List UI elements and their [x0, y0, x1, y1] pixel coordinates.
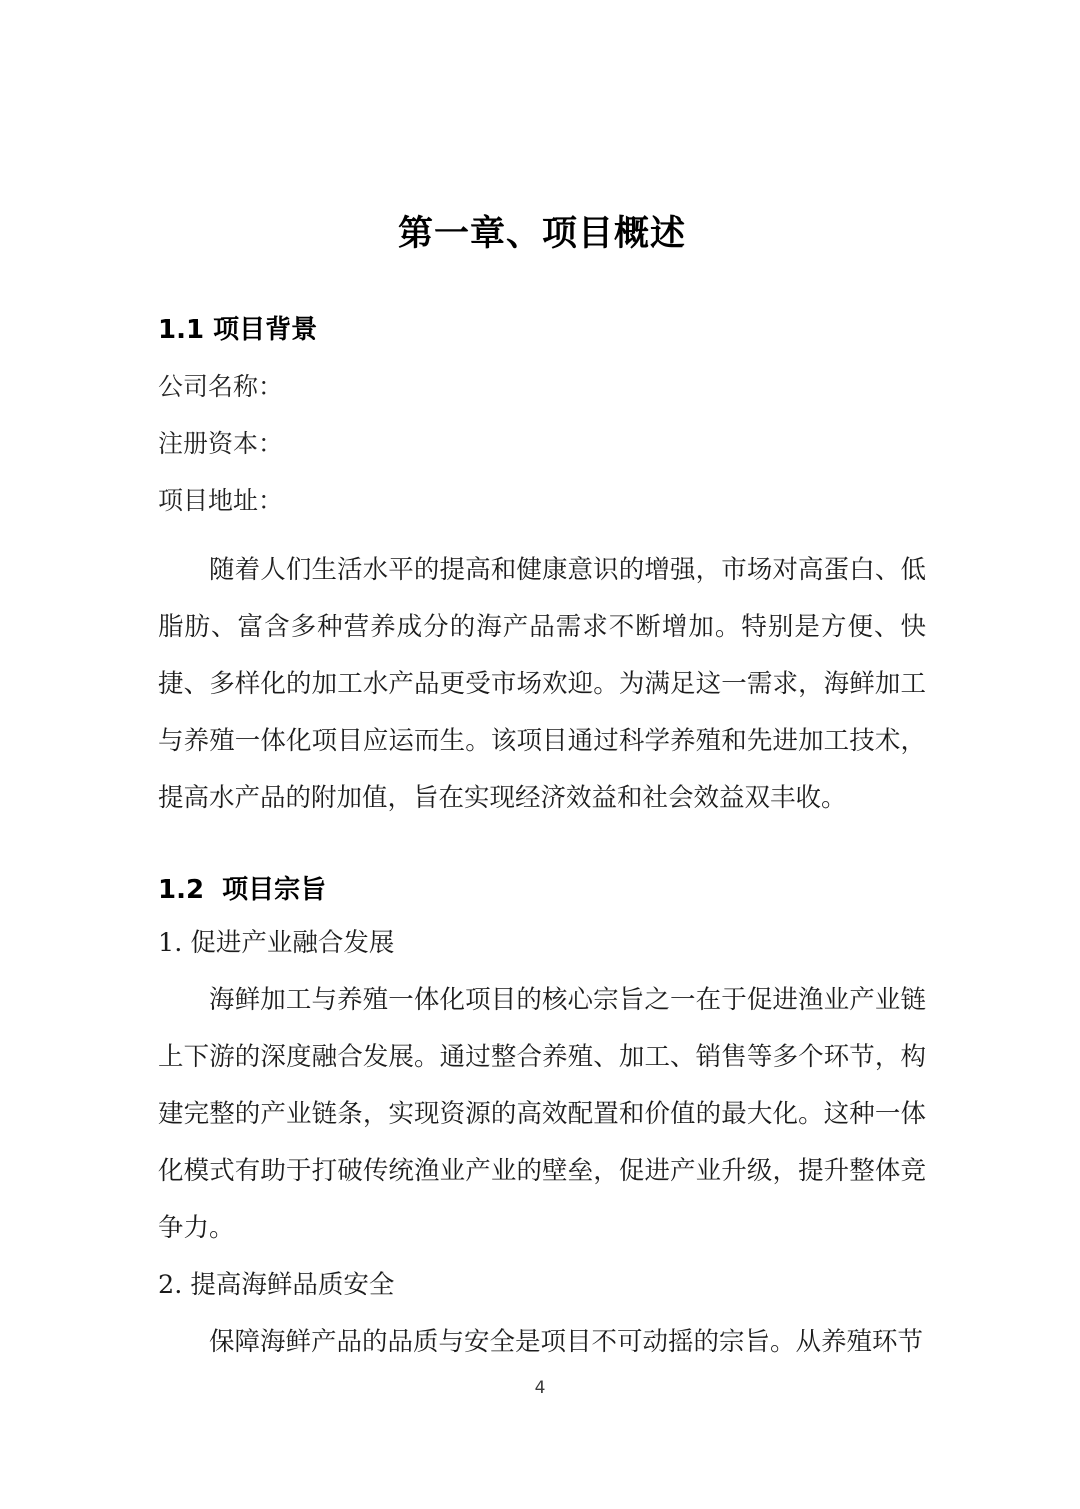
paragraph-seafood-quality-safety: 保障海鲜产品的品质与安全是项目不可动摇的宗旨。从养殖环节: [209, 1327, 924, 1357]
paragraph-industry-integration: 海鲜加工与养殖一体化项目的核心宗旨之一在于促进渔业产业链上下游的深度融合发展。通过整合养殖、加工、销售等多个环节，构建完整的产业链条，实现资源的高效配置和价值的最大化。这种一体化模式有助于打破传统渔业产业的壁垒，促进产业升级，提升整体竞争力。: [158, 985, 926, 1243]
page-title: 第一章、项目概述: [397, 214, 686, 254]
section-heading-1-1: 1.1 项目背景: [158, 315, 318, 345]
paragraph-project-background: 随着人们生活水平的提高和健康意识的增强，市场对高蛋白、低脂肪、富含多种营养成分的海产品需求不断增加。特别是方便、快捷、多样化的加工水产品更受市场欢迎。为满足这一需求，海鲜加工与养殖一体化项目应运而生。该项目通过科学养殖和先进加工技术，提高水产品的附加值，旨在实现经济效益和社会效益双丰收。: [158, 555, 926, 813]
list-item-1-title: 1. 促进产业融合发展: [158, 928, 395, 958]
label-project-address: 项目地址：: [158, 486, 284, 515]
list-item-2-title: 2. 提高海鲜品质安全: [158, 1270, 395, 1300]
label-company-name: 公司名称：: [158, 372, 284, 401]
page-number: 4: [534, 1378, 546, 1398]
page-content-column: [158, 0, 926, 1371]
label-registered-capital: 注册资本：: [158, 429, 284, 458]
section-heading-1-2: 1.2 项目宗旨: [158, 875, 327, 905]
